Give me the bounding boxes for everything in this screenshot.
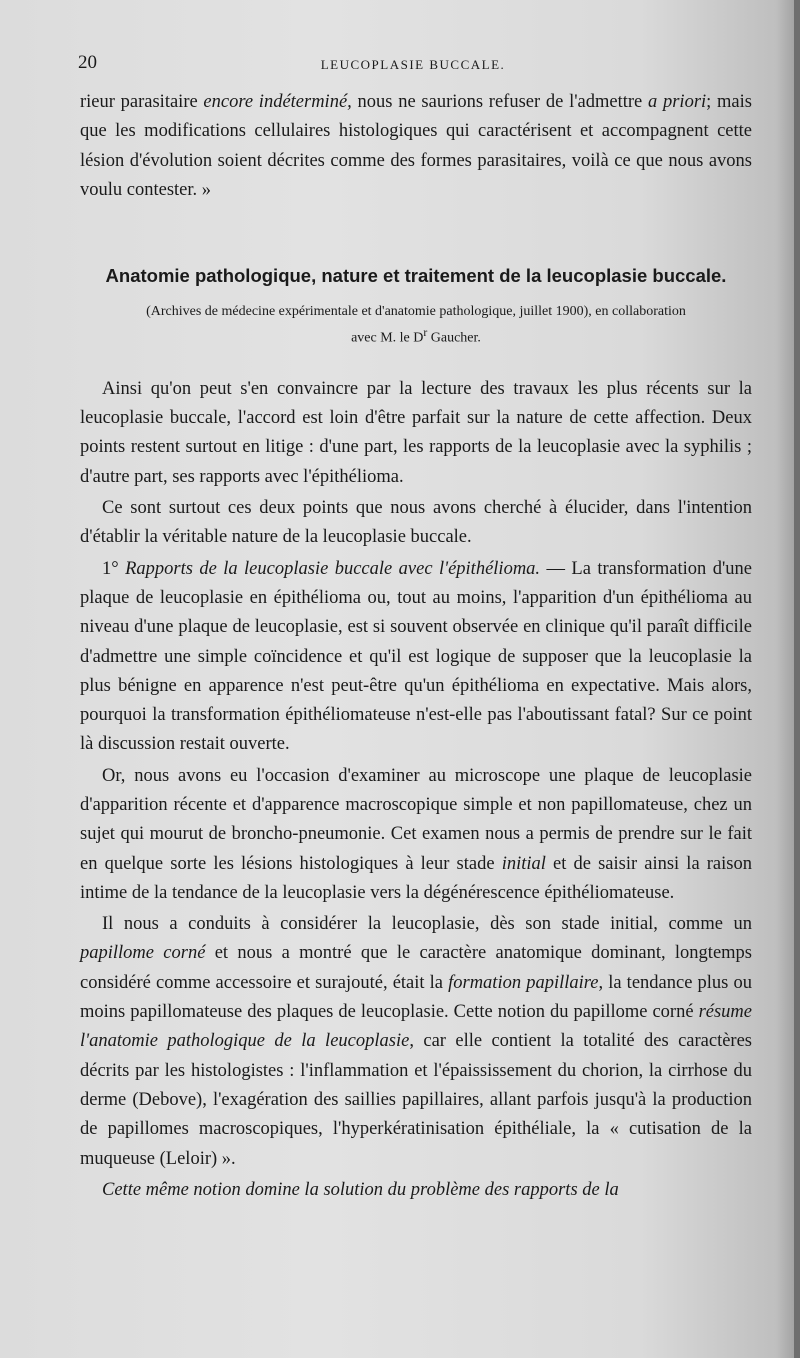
paragraph-4 <box>80 762 752 908</box>
reference-line-2-pre: avec M. le D <box>351 330 424 346</box>
italic-span: initial <box>501 853 546 874</box>
text-span: et de saisir ainsi la raison intime de la tendance de la leucoplasie vers la dégénérescence épithéliomateuse. <box>80 853 752 903</box>
subsection-title: Rapports de la leucoplasie buccale avec l'épithélioma. <box>125 558 541 579</box>
italic-span: Cette même notion domine la solution du problème des rapports de la <box>102 1179 619 1200</box>
page-edge-shadow <box>794 0 800 1358</box>
italic-span: formation papillaire <box>448 972 599 993</box>
italic-span: résume l'anatomie pathologique de la leucoplasie <box>80 1002 752 1052</box>
text-span: — La transformation d'une plaque de leucoplasie en épithélioma ou, tout au moins, l'apparition d'un épithélioma au niveau d'une plaque de leucoplasie, est si souvent observée en clinique qu'il paraît difficile d'admettre une simple coïncidence et qu'il est logique de supposer que la leucoplasie la plus bénigne en apparence n'est peut-être qu'un épithélioma en expectative. Mais alors, pourquoi la transformation épithéliomateuse n'est-elle pas l'aboutissant fatal? Sur ce point là discussion restait ouverte. <box>80 558 752 755</box>
quote-ending-paragraph <box>80 88 752 205</box>
paragraph-6 <box>80 1176 752 1205</box>
section-number: 1° <box>102 558 126 579</box>
page-body <box>80 88 752 1205</box>
page-number: 20 <box>78 52 97 73</box>
paragraph-3 <box>80 555 752 760</box>
spacer <box>80 205 752 263</box>
section-heading: Anatomie pathologique, nature et traitement de la leucoplasie buccale. <box>105 265 727 287</box>
italic-span: encore indéterminé, <box>203 92 352 112</box>
text-span: nous ne saurions refuser de l'admettre <box>351 92 648 112</box>
paragraph-1: Ainsi qu'on peut s'en convaincre par la lecture des travaux les plus récents sur la leucoplasie buccale, l'accord est loin d'être parfait sur la nature de cette affection. Deux points restent surtout en litige : d'une part, les rapports de la leucoplasie avec la syphilis ; d'autre part, ses rapports avec l'épithélioma. <box>80 378 752 487</box>
text-span: rieur parasitaire <box>80 92 204 112</box>
publication-reference <box>80 301 752 349</box>
reference-superscript: r <box>423 326 428 340</box>
text-span: Or, nous avons eu l'occasion d'examiner au microscope une plaque de leucoplasie d'apparition récente et d'apparence macroscopique simple et non papillomateuse, chez un sujet qui mourut de broncho-pneumonie. Cet examen nous a permis de prendre sur le fait en quelque sorte les lésions histologiques à leur stade <box>80 765 752 874</box>
spacer <box>80 349 752 375</box>
text-span: , la tendance plus ou moins papillomateuse des plaques de leucoplasie. Cette notion du papillome corné <box>80 972 752 1023</box>
reference-line-2-post: Gaucher. <box>427 330 481 346</box>
text-span: , car elle contient la totalité des caractères décrits par les histologistes : l'inflammation et l'épaississement du chorion, la cirrhose du derme (Debove), l'exagération des saillies papillaires, allant parfois jusqu'à la production de papillomes macroscopiques, l'hyperkératinisation épithéliale, la « cutisation de la muqueuse (Leloir) ». <box>80 1031 752 1169</box>
paragraph-2: Ce sont surtout ces deux points que nous avons cherché à élucider, dans l'intention d'établir la véritable nature de la leucoplasie buccale. <box>80 498 752 548</box>
running-head <box>78 52 748 80</box>
paragraph-5 <box>80 910 752 1174</box>
running-title: LEUCOPLASIE BUCCALE. <box>320 57 506 72</box>
italic-span: papillome corné <box>80 943 206 964</box>
reference-line-1: (Archives de médecine expérimentale et d'anatomie pathologique, juillet 1900), en collaboration <box>146 304 686 320</box>
text-span: et nous a montré que le caractère anatomique dominant, longtemps considéré comme accessoire et surajouté, était la <box>80 943 752 993</box>
italic-span: a priori <box>648 92 707 112</box>
text-span: Il nous a conduits à considérer la leucoplasie, dès son stade initial, comme un <box>102 914 752 935</box>
text-span: ; mais que les modifications cellulaires histologiques qui caractérisent et accompagnent cette lésion d'évolution soient décrites comme des formes parasitaires, voilà ce que nous avons voulu contester. » <box>80 92 752 200</box>
